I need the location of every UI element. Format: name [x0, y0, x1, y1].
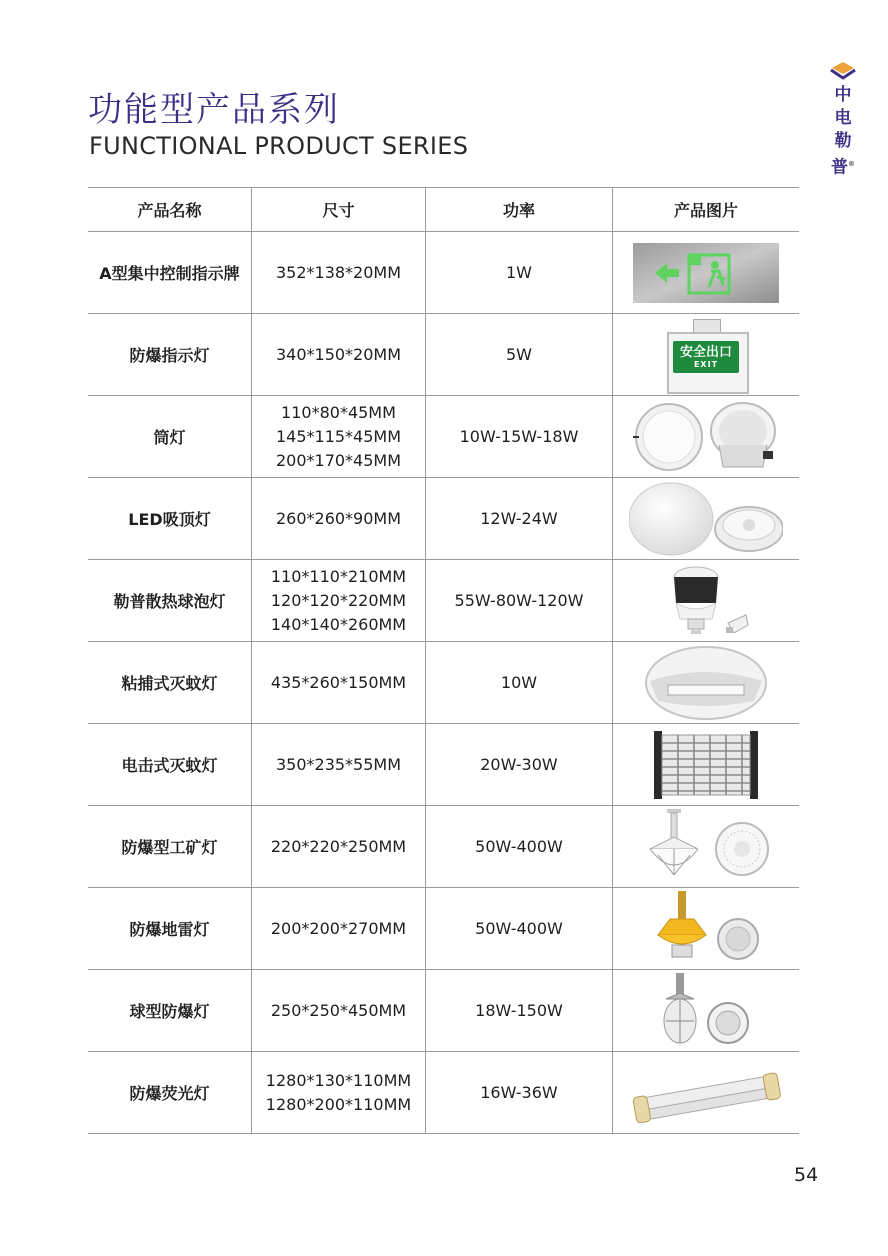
product-image-cell: [612, 314, 799, 395]
page-number: 54: [794, 1164, 819, 1186]
downlight-image: [631, 401, 781, 473]
table-row: [88, 1052, 799, 1134]
product-image-cell: [612, 970, 799, 1051]
product-size: 110*80*45MM 145*115*45MM 200*170*45MM: [251, 396, 425, 477]
explosion-proof-exit-sign-image: 安全出口 EXIT: [663, 319, 749, 391]
table-row: [88, 806, 799, 888]
product-size: 200*200*270MM: [251, 888, 425, 969]
bulb-image: [656, 563, 756, 639]
table-row: [88, 478, 799, 560]
product-table: [88, 187, 799, 1134]
product-size: 340*150*20MM: [251, 314, 425, 395]
product-power: 50W-400W: [425, 888, 612, 969]
brand-logo: [826, 60, 860, 180]
table-row: [88, 396, 799, 478]
high-bay-light-image: [640, 809, 772, 885]
product-size: 1280*130*110MM 1280*200*110MM: [251, 1052, 425, 1133]
product-size: 250*250*450MM: [251, 970, 425, 1051]
product-image-cell: [612, 888, 799, 969]
product-name: 防爆指示灯: [129, 346, 210, 365]
header-power: 功率: [425, 188, 612, 231]
header-product-image: 产品图片: [612, 188, 799, 231]
table-row: [88, 888, 799, 970]
logo-char: 电: [834, 108, 852, 128]
logo-char: 中: [834, 85, 852, 105]
product-size: 220*220*250MM: [251, 806, 425, 887]
table-row: [88, 970, 799, 1052]
page-subtitle: FUNCTIONAL PRODUCT SERIES: [89, 132, 469, 160]
product-name: A型集中控制指示牌: [99, 264, 240, 283]
product-name: 电击式灭蚊灯: [121, 756, 218, 775]
product-name: 防爆型工矿灯: [121, 838, 218, 857]
product-name: 勒普散热球泡灯: [113, 592, 226, 611]
table-row: [88, 232, 799, 314]
product-size: 110*110*210MM 120*120*220MM 140*140*260MM: [251, 560, 425, 641]
page-title: 功能型产品系列: [88, 90, 340, 130]
logo-char: 普®: [831, 157, 855, 178]
product-image-cell: [612, 478, 799, 559]
globe-explosion-proof-light-image: [656, 973, 756, 1049]
product-image-cell: [612, 806, 799, 887]
product-power: 18W-150W: [425, 970, 612, 1051]
product-name: 球型防爆灯: [129, 1002, 210, 1021]
product-power: 16W-36W: [425, 1052, 612, 1133]
header-size: 尺寸: [251, 188, 425, 231]
product-image-cell: [612, 1052, 799, 1133]
product-power: 55W-80W-120W: [425, 560, 612, 641]
product-power: 10W-15W-18W: [425, 396, 612, 477]
logo-char: 勒: [834, 131, 852, 151]
product-size: 352*138*20MM: [251, 232, 425, 313]
header-product-name: 产品名称: [137, 201, 202, 220]
product-size: 350*235*55MM: [251, 724, 425, 805]
product-power: 10W: [425, 642, 612, 723]
electric-mosquito-lamp-image: [654, 729, 758, 801]
table-row: [88, 724, 799, 806]
table-row: [88, 314, 799, 396]
exit-sign-image: [633, 243, 779, 303]
sticky-mosquito-lamp-image: [644, 645, 768, 721]
product-name: 筒灯: [153, 428, 186, 447]
product-size: 435*260*150MM: [251, 642, 425, 723]
product-name: 防爆地雷灯: [129, 920, 210, 939]
product-power: 12W-24W: [425, 478, 612, 559]
landmine-light-image: [650, 891, 762, 967]
product-name: 粘捕式灭蚊灯: [121, 674, 218, 693]
product-image-cell: [612, 642, 799, 723]
ceiling-light-image: [629, 481, 783, 557]
table-row: [88, 642, 799, 724]
table-header-row: [88, 188, 799, 232]
product-image-cell: [612, 724, 799, 805]
product-image-cell: [612, 396, 799, 477]
logo-mark-icon: [828, 60, 858, 82]
product-size: 260*260*90MM: [251, 478, 425, 559]
product-name: 防爆荧光灯: [129, 1084, 210, 1103]
product-image-cell: [612, 232, 799, 313]
product-power: 5W: [425, 314, 612, 395]
product-power: 20W-30W: [425, 724, 612, 805]
product-image-cell: [612, 560, 799, 641]
product-name: LED吸顶灯: [128, 510, 211, 529]
product-power: 1W: [425, 232, 612, 313]
table-row: [88, 560, 799, 642]
product-power: 50W-400W: [425, 806, 612, 887]
fluorescent-light-image: [631, 1063, 781, 1123]
